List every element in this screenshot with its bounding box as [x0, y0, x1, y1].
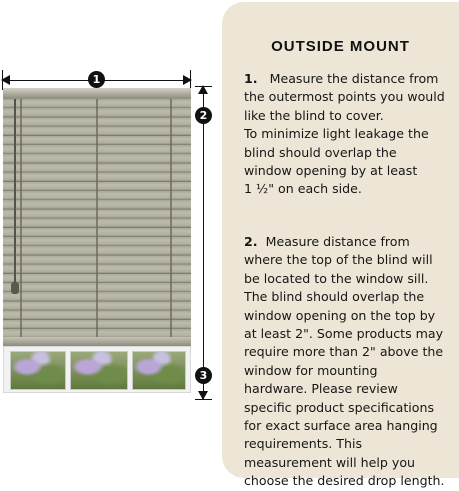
window-pane	[70, 351, 128, 390]
step-2-line: choose the desired drop length.	[244, 473, 445, 489]
step-2-line: at least 2". Some products may	[244, 326, 444, 342]
step-1-number: 1.	[244, 71, 258, 86]
step-2-line: measurement will help you	[244, 454, 416, 470]
height-dimension-line	[203, 86, 204, 399]
step-1	[244, 70, 456, 199]
card-title: OUTSIDE MOUNT	[271, 38, 410, 55]
ladder-tape	[170, 99, 172, 337]
window-pane	[132, 351, 186, 390]
step-2-line: The blind should overlap the	[244, 289, 425, 305]
arrow-down-icon	[198, 391, 208, 400]
window-frame	[3, 346, 191, 393]
step-1-line: blind should overlap the	[244, 144, 397, 160]
blind-illustration	[0, 0, 222, 480]
ladder-tape	[20, 99, 22, 337]
marker-3-badge: 3	[195, 367, 212, 384]
step-2-number: 2.	[244, 234, 258, 249]
window-pane	[10, 351, 66, 390]
step-2-line: require more than 2" above the	[244, 344, 444, 360]
arrow-left-icon	[1, 75, 10, 85]
arrow-up-icon	[198, 85, 208, 94]
arrow-right-icon	[183, 75, 192, 85]
marker-1-badge: 1	[88, 71, 105, 88]
step-1-line: 1 ½" on each side.	[244, 181, 362, 197]
step-2-line: be located to the window sill.	[244, 270, 429, 286]
step-2-line: hardware. Please review	[244, 381, 398, 397]
step-1-line: the outermost points you would	[244, 89, 445, 105]
step-1-line: like the blind to cover.	[244, 107, 384, 123]
lift-cord	[14, 99, 16, 284]
step-1-line: window opening by at least	[244, 163, 418, 179]
step-2-line: specific product specifications	[244, 399, 435, 415]
step-2-line: where the top of the blind will	[244, 252, 433, 268]
step-2	[244, 233, 456, 491]
step-2-line: window opening on the top by	[244, 307, 436, 323]
step-2-line: Measure distance from	[265, 234, 410, 249]
step-1-line: Measure the distance from	[269, 71, 439, 86]
cord-tassel	[11, 282, 19, 294]
step-2-line: for exact surface area hanging	[244, 418, 438, 434]
step-2-line: window for mounting	[244, 362, 378, 378]
step-1-line: To minimize light leakage the	[244, 126, 429, 142]
step-2-line: requirements. This	[244, 436, 363, 452]
marker-2-badge: 2	[195, 107, 212, 124]
ladder-tape	[96, 99, 98, 337]
instructions-card	[222, 2, 459, 489]
